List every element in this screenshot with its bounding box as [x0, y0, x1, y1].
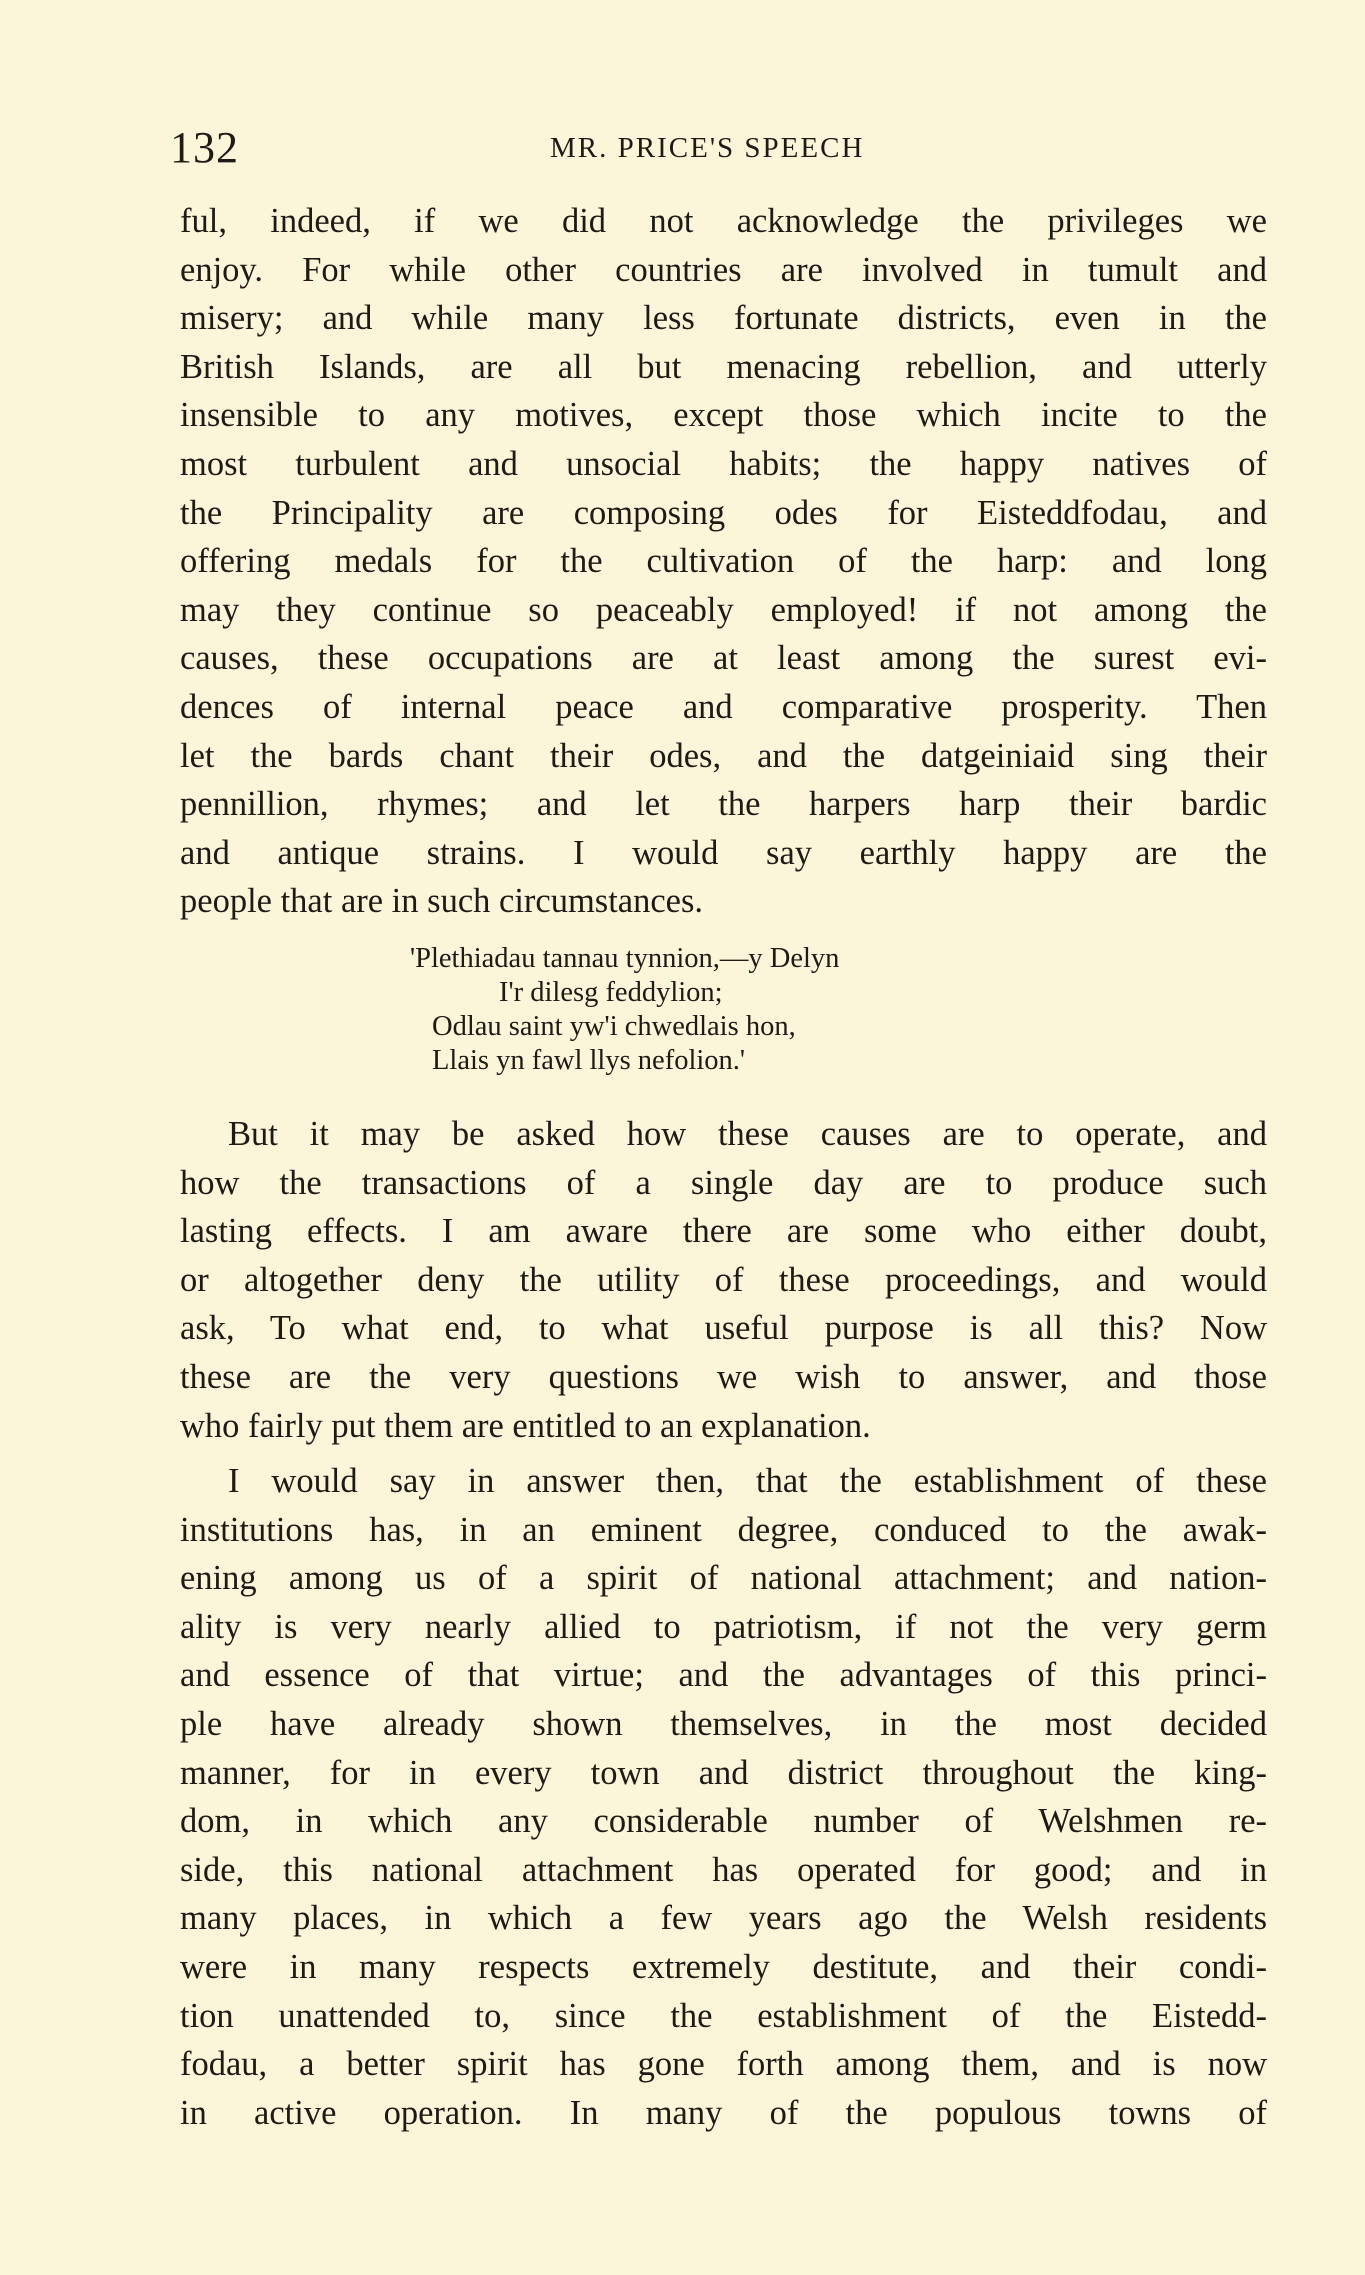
- text-line: tion unattended to, since the establishment of the Eistedd-: [180, 1996, 1267, 2035]
- text-line: fodau, a better spirit has gone forth among them, and is now: [180, 2045, 1267, 2084]
- text-line: manner, for in every town and district throughout the king-: [180, 1753, 1267, 1792]
- text-line: ful, indeed, if we did not acknowledge the privileges we: [180, 202, 1267, 240]
- text-line: or altogether deny the utility of these proceedings, and would: [180, 1260, 1267, 1299]
- page-number: 132: [170, 123, 239, 172]
- text-line: enjoy. For while other countries are involved in tumult and: [180, 250, 1267, 289]
- text-line: pennillion, rhymes; and let the harpers harp their bardic: [180, 785, 1267, 824]
- page-header: [170, 122, 1275, 172]
- text-line: institutions has, in an eminent degree, conduced to the awak-: [180, 1510, 1267, 1549]
- text-line: these are the very questions we wish to answer, and those: [180, 1357, 1267, 1396]
- text-line: offering medals for the cultivation of the harp: and long: [180, 542, 1267, 581]
- verse-line: 'Plethiadau tannau tynnion,—y Delyn: [410, 943, 840, 974]
- text-line: how the transactions of a single day are to produce such: [180, 1163, 1267, 1202]
- text-line: ple have already shown themselves, in the most decided: [180, 1704, 1267, 1743]
- text-line: insensible to any motives, except those which incite to the: [180, 396, 1267, 435]
- text-line: who fairly put them are entitled to an explanation.: [180, 1406, 871, 1445]
- text-line: and antique strains. I would say earthly happy are the: [180, 833, 1267, 872]
- verse-line: I'r dilesg feddylion;: [499, 977, 723, 1008]
- text-line: misery; and while many less fortunate districts, even in the: [180, 299, 1267, 338]
- text-line: may they continue so peaceably employed! if not among the: [180, 590, 1267, 629]
- text-line: ening among us of a spirit of national attachment; and nation-: [180, 1559, 1267, 1598]
- verse-line: Odlau saint yw'i chwedlais hon,: [432, 1011, 796, 1042]
- text-line: in active operation. In many of the populous towns of: [180, 2093, 1267, 2132]
- text-line: many places, in which a few years ago the Welsh residents: [180, 1899, 1267, 1938]
- text-line: and essence of that virtue; and the advantages of this princi-: [180, 1656, 1267, 1695]
- text-line: lasting effects. I am aware there are some who either doubt,: [180, 1212, 1267, 1251]
- text-line: let the bards chant their odes, and the datgeiniaid sing their: [180, 736, 1267, 775]
- paragraph-2: [180, 1110, 1267, 1450]
- text-line: British Islands, are all but menacing rebellion, and utterly: [180, 347, 1267, 386]
- text-line: I would say in answer then, that the establishment of these: [228, 1462, 1267, 1500]
- text-line: most turbulent and unsocial habits; the happy natives of: [180, 444, 1267, 483]
- text-line: But it may be asked how these causes are to operate, and: [228, 1115, 1267, 1153]
- text-line: causes, these occupations are at least among the surest evi-: [180, 639, 1267, 678]
- text-line: the Principality are composing odes for Eisteddfodau, and: [180, 493, 1267, 532]
- welsh-verse: [410, 942, 839, 1078]
- text-line: ality is very nearly allied to patriotism, if not the very germ: [180, 1607, 1267, 1646]
- running-head: MR. PRICE'S SPEECH: [550, 132, 865, 164]
- paragraph-1: [180, 197, 1267, 926]
- text-line: side, this national attachment has operated for good; and in: [180, 1850, 1267, 1889]
- paragraph-3: [180, 1457, 1267, 2137]
- text-line: ask, To what end, to what useful purpose is all this? Now: [180, 1309, 1267, 1348]
- text-line: were in many respects extremely destitute, and their condi-: [180, 1947, 1267, 1986]
- text-line: dom, in which any considerable number of Welshmen re-: [180, 1802, 1267, 1841]
- text-line: dences of internal peace and comparative prosperity. Then: [180, 687, 1267, 726]
- verse-line: Llais yn fawl llys nefolion.': [432, 1045, 746, 1076]
- text-line: people that are in such circumstances.: [180, 882, 704, 921]
